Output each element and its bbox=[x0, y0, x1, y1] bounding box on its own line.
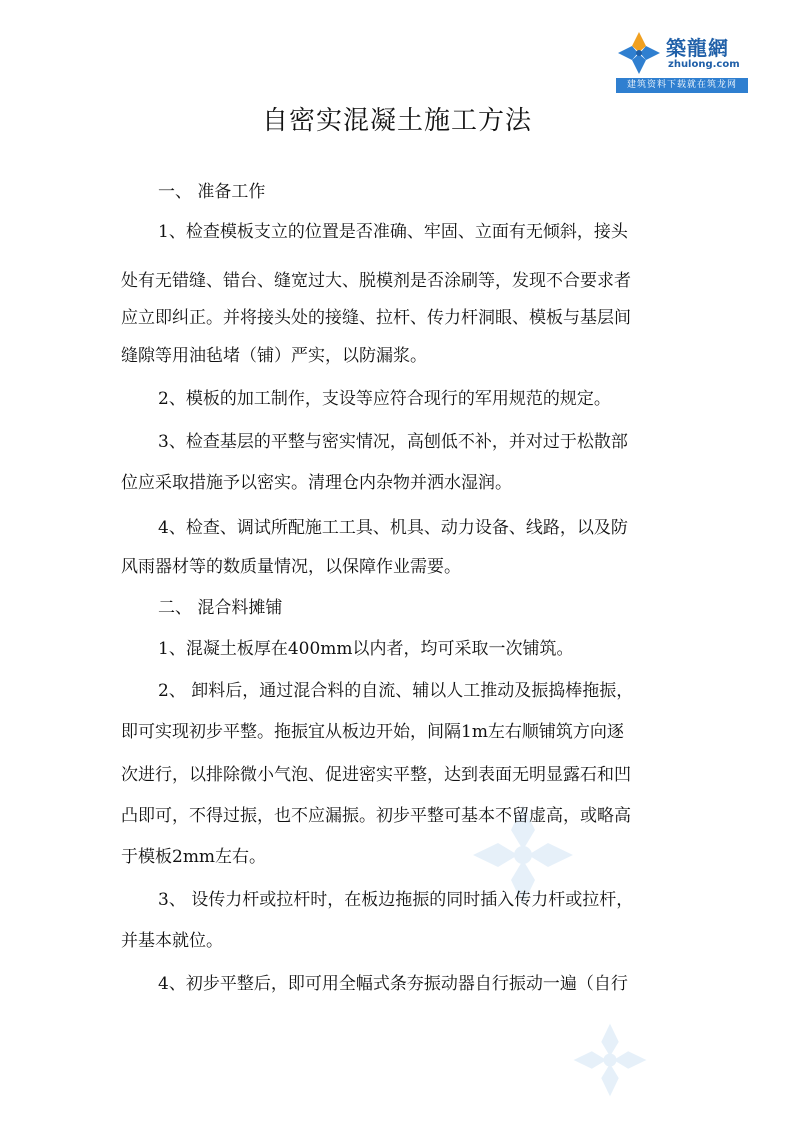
logo-brand-en: zhulong.com bbox=[668, 59, 740, 70]
text-line: 2、模板的加工制作，支设等应符合现行的军用规范的规定。 bbox=[158, 389, 611, 409]
document-title: 自密实混凝土施工方法 bbox=[261, 106, 532, 136]
text-line: 于模板2mm左右。 bbox=[121, 847, 267, 867]
text-line: 4、初步平整后，即可用全幅式条夯振动器自行振动一遍（自行 bbox=[158, 974, 628, 994]
text-line: 1、检查模板支立的位置是否准确、牢固、立面有无倾斜，接头 bbox=[158, 222, 628, 242]
text-line: 处有无错缝、错台、缝宽过大、脱模剂是否涂刷等，发现不合要求者 bbox=[121, 271, 631, 291]
text-line: 应立即纠正。并将接头处的接缝、拉杆、传力杆洞眼、模板与基层间 bbox=[121, 308, 631, 328]
text-line: 1、混凝土板厚在400mm以内者，均可采取一次铺筑。 bbox=[158, 639, 574, 659]
text-line: 4、检查、调试所配施工工具、机具、动力设备、线路，以及防 bbox=[158, 518, 628, 538]
text-line: 凸即可，不得过振，也不应漏振。初步平整可基本不留虚高，或略高 bbox=[121, 806, 631, 826]
zhulong-logo bbox=[614, 28, 750, 94]
text-line: 次进行，以排除微小气泡、促进密实平整，达到表面无明显露石和凹 bbox=[121, 765, 631, 785]
text-line: 位应采取措施予以密实。清理仓内杂物并洒水湿润。 bbox=[121, 473, 512, 493]
section-heading: 一、 准备工作 bbox=[158, 182, 266, 202]
logo-tagline: 建筑资料下载就在筑龙网 bbox=[616, 78, 748, 93]
section-heading: 二、 混合料摊铺 bbox=[158, 598, 283, 618]
text-line: 3、 设传力杆或拉杆时，在板边拖振的同时插入传力杆或拉杆， bbox=[158, 890, 634, 910]
logo-brand-cn: 築龍網 bbox=[666, 36, 729, 60]
text-line: 即可实现初步平整。拖振宜从板边开始，间隔1m左右顺铺筑方向逐 bbox=[121, 722, 624, 742]
watermark-snowflake-icon bbox=[570, 1020, 650, 1100]
text-line: 2、 卸料后，通过混合料的自流、辅以人工推动及振捣棒拖振， bbox=[158, 681, 634, 701]
zhulong-logo-icon bbox=[616, 30, 662, 76]
text-line: 风雨器材等的数质量情况，以保障作业需要。 bbox=[121, 557, 461, 577]
text-line: 3、检查基层的平整与密实情况，高刨低不补，并对过于松散部 bbox=[158, 432, 628, 452]
text-line: 缝隙等用油毡堵（铺）严实，以防漏浆。 bbox=[121, 346, 427, 366]
text-line: 并基本就位。 bbox=[121, 931, 223, 951]
